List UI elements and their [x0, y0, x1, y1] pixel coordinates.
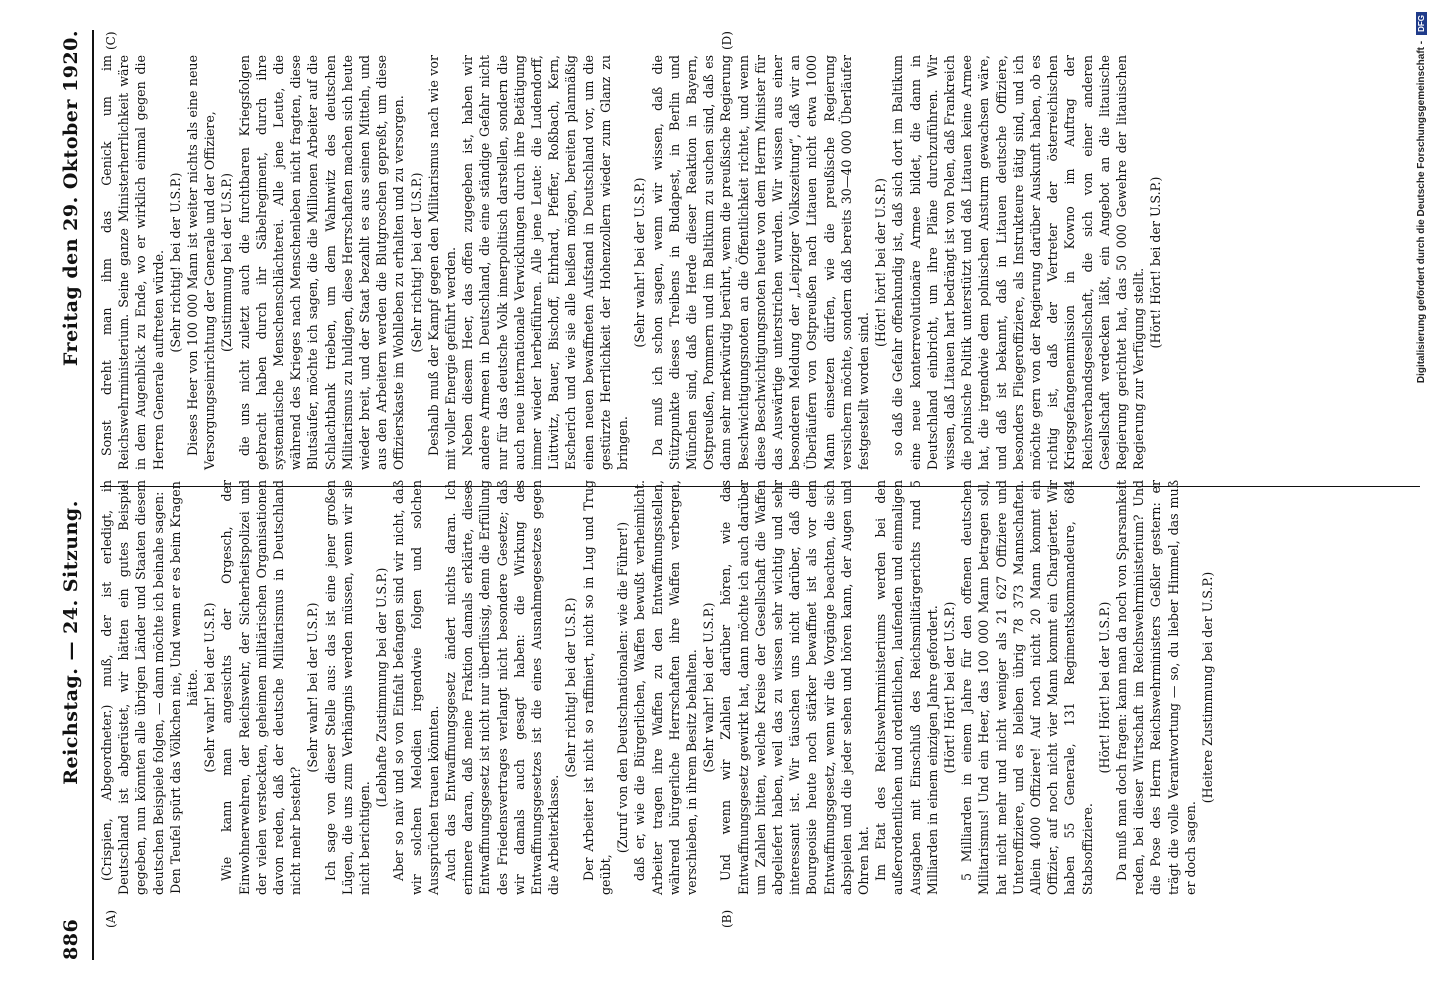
- paragraph: Sonst dreht man ihm das Genick um im Reichswehrministerium. Seine ganze Ministerherrlichkeit wäre in dem Augenblick zu Ende, wo er wirklich einmal gegen die Herren Generale auftreten würde.: [99, 55, 166, 470]
- paragraph: Und wenn wir Zahlen darüber hören, wie das Entwaffnungsgesetz gewirkt hat, dann möchte ich auch darüber um Zahlen bitten, welche Kreise der Gesellschaft die Waffen abgeliefert haben, weil das zu wissen sehr wichtig und sehr interessant ist. Wir täuschen uns nicht darüber, daß die Bourgeoisie heute noch stärker bewaffnet ist als vor dem Entwaffnungsgesetz, wenn wir die Vorgänge beachten, die sich abspielen und die jeder sehen und hören kann, der Augen und Ohren hat.: [718, 480, 871, 895]
- paragraph: Der Arbeiter ist nicht so raffiniert, nicht so in Lug und Trug geübt,: [580, 480, 613, 895]
- left-column: [98, 480, 1216, 895]
- header-rule: [92, 30, 94, 960]
- paragraph: Aber so naiv und so von Einfalt befangen sind wir nicht, daß wir solchen Melodien irgendwie folgen und solchen Aussprüchen trauen könnten.: [391, 480, 441, 895]
- paragraph: (Sehr richtig! bei der U.S.P.): [167, 172, 183, 353]
- page-number: 886: [60, 918, 82, 960]
- margin-mark-b: (B): [720, 909, 734, 928]
- margin-mark-a: (A): [104, 909, 118, 928]
- column-rule: [100, 486, 1420, 487]
- paragraph: Deshalb muß der Kampf gegen den Militarismus nach wie vor mit voller Energie geführt werden.: [425, 55, 459, 470]
- paragraph: (Hört! Hört! bei der U.S.P.): [941, 601, 957, 774]
- paragraph: (Sehr wahr! bei der U.S.P.): [632, 177, 648, 348]
- margin-mark-c: (C): [104, 31, 118, 50]
- paragraph: (Sehr richtig! bei der U.S.P.): [408, 172, 424, 353]
- paragraph: (Hört! hört! bei der U.S.P.): [873, 177, 889, 348]
- paragraph: (Hört! Hört! bei der U.S.P.): [1148, 176, 1164, 349]
- page-header: [60, 30, 90, 960]
- paragraph: (Sehr wahr! bei der U.S.P.): [701, 602, 717, 773]
- paragraph: Neben diesem Heer, das offen zugegeben ist, haben wir andere Armeen in Deutschland, die eine ständige Gefahr nicht nur für das deutsche Volk innerpolitisch darstellen, sondern die auch neue internationale Verwicklungen durch ihre Betätigung immer wieder herbeiführen. Alle jene Leute: die Ludendorff, Lüttwitz, Bauer, Bischoff, Ehrhard, Pfeffer, Roßbach, Kern, Escherich und wie sie alle heißen mögen, bereiten planmäßig einen neuen bewaffneten Aufstand in Deutschland vor, um die gestürzte Herrlichkeit der Hohenzollern wieder zum Glanz zu bringen.: [460, 55, 631, 470]
- paragraph: (Zuruf von den Deutschnationalen: wie die Führer!): [615, 521, 631, 854]
- paragraph: 5 Milliarden in einem Jahre für den offenen deutschen Militarismus! Und ein Heer, das 100 000 Mann betragen soll, hat nicht mehr und nicht weniger als 21 627 Offiziere und Unteroffiziere, und es bleiben übrig 78 373 Mannschaften. Allein 4000 Offiziere! Auf noch nicht 20 Mann kommt ein Offizier, auf noch nicht vier Mann kommt ein Chargierter. Wir haben 55 Generale, 131 Regimentskommandeure, 684 Stabsoffiziere.: [959, 480, 1095, 895]
- paragraph: (Crispien, Abgeordneter.) muß, der ist erledigt, in Deutschland ist abgerüstet, wir hätten ein gutes Beispiel gegeben, nun könnten alle übrigen Länder und Staaten diesem deutschen Beispiele folgen, — dann möchte ich beinahe sagen:: [99, 480, 166, 895]
- paragraph: Ich sage von dieser Stelle aus: das ist eine jener großen Lügen, die uns zum Verhängnis werden müssen, wenn wir sie nicht berichtigen.: [322, 480, 373, 895]
- paragraph: (Zustimmung bei der U.S.P.): [219, 172, 235, 353]
- right-column: [98, 55, 1165, 470]
- paragraph: Den Teufel spürt das Völkchen nie, Und wenn er es beim Kragen hätte.: [167, 481, 201, 894]
- paragraph: Da muß man doch fragen: kann man da noch von Sparsamkeit reden, bei dieser Wirtschaft im Reichswehrministerium? Und die Pose des Herrn Reichswehrministers Geßler gestern: er trägt die volle Verantwortung — so, du lieber Himmel, das muß er doch sagen.: [1113, 480, 1198, 895]
- session-title: Reichstag. — 24. Sitzung.: [60, 500, 82, 785]
- paragraph: Wie kann man angesichts der Orgesch, der Einwohnerwehren, der Reichswehr, der Sicherheitspolizei und der vielen versteckten, geheimen militärischen Organisationen davon reden, daß der deutsche Militarismus in Deutschland nicht mehr besteht?: [219, 480, 304, 895]
- paragraph: (Sehr richtig! bei der U.S.P.): [563, 597, 579, 778]
- paragraph: die uns nicht zuletzt auch die furchtbaren Kriegsfolgen gebracht haben durch ihr Säbelregiment, durch ihre systematische Menschenschlächterei. Alle jene Leute, die während des Krieges nach Menschenleben nicht fragten, diese Blutsäufer, möchte ich sagen, die die Millionen Arbeiter auf die Schlachtbank trieben, um dem Wahnwitz des deutschen Militarismus zu huldigen, diese Herrschaften machen sich heute wieder breit, und der Staat bezahlt es aus seinen Mitteln, und aus den Arbeitern werden die Blutgroschen gepreßt, um diese Offizierskaste im Wohlleben zu erhalten und zu versorgen.: [236, 55, 407, 470]
- paragraph: Da muß ich schon sagen, wenn wir wissen, daß die Stützpunkte dieses Treibens in Budapest, in Berlin und München sind, daß die Herde dieser Reaktion in Bayern, Ostpreußen, Pommern und im Baltikum zu suchen sind, daß es dann sehr merkwürdig berührt, wenn die preußische Regierung Beschwichtigungsnoten an die Öffentlichkeit richtet, und wenn diese Beschwichtigungsnoten heute von dem Herrn Minister für das Auswärtige unterstrichen wurden. Wir wissen aus einer besonderen Meldung der „Leipziger Volkszeitung“, daß wir an Überläufern von Ostpreußen nach Litauen nicht etwa 1000 Mann einsetzen dürfen, wie die preußische Regierung versichern möchte, sondern daß bereits 30—40 000 Überläufer festgestellt worden sind.: [649, 55, 871, 470]
- paragraph: (Sehr wahr! bei der U.S.P.): [305, 602, 321, 773]
- paragraph: (Lebhafte Zustimmung bei der U.S.P.): [374, 567, 390, 808]
- paragraph: (Hört! Hört! bei der U.S.P.): [1096, 601, 1112, 774]
- dfg-logo: DFG: [1416, 12, 1427, 35]
- session-date: Freitag den 29. Oktober 1920.: [60, 30, 82, 367]
- paragraph: Auch das Entwaffnungsgesetz ändert nichts daran. Ich erinnere daran, daß meine Fraktion damals erklärte, dieses Entwaffnungsgesetz ist nicht nur überflüssig, denn die Erfüllung des Friedensvertrages verlangt nicht besondere Gesetze; daß wir damals auch gesagt haben: die Wirkung des Entwaffnungsgesetzes ist die eines Ausnahmegesetzes gegen die Arbeiterklasse.: [443, 480, 562, 895]
- paragraph: (Sehr wahr! bei der U.S.P.): [202, 602, 218, 773]
- margin-mark-d: (D): [720, 31, 734, 50]
- paragraph: so daß die Gefahr offenkundig ist, daß sich dort im Baltikum eine neue konterrevolutionäre Armee bildet, die dann in Deutschland einbricht, um ihre Pläne durchzuführen. Wir wissen, daß Litauen hart bedrängt ist von Polen, daß Frankreich die polnische Politik unterstützt und daß Litauen keine Armee hat, die irgendwie dem polnischen Ansturm gewachsen wäre, und daß ist bekannt, daß in Litauen deutsche Offiziere, besonders Fliegeroffiziere, als Instrukteure tätig sind, und ich möchte gern von der Regierung darüber Auskunft haben, ob es richtig ist, daß der Vertreter der österreichischen Kriegsgefangenenmission in Kowno im Auftrag der Reichsverbandsgesellschaft, die sich von einer anderen Gesellschaft verdecken läßt, ein Angebot an die litauische Regierung gerichtet hat, das 50 000 Gewehre der litauischen Regierung zur Verfügung stellt.: [890, 55, 1147, 470]
- paragraph: Im Etat des Reichswehrministeriums werden bei den außerordentlichen und ordentlichen, laufenden und einmaligen Ausgaben mit Einschluß des Reichsmilitärgerichts rund 5 Milliarden in einem einzigen Jahre gefordert.: [873, 480, 940, 895]
- footer-strip: [1408, 0, 1434, 1000]
- digitization-note: Digitalisierung gefördert durch die Deutsche Forschungsgemeinschaft -: [1415, 40, 1427, 384]
- footer: [1408, 0, 1434, 1000]
- paragraph: (Heitere Zustimmung bei der U.S.P.): [1200, 571, 1215, 804]
- paragraph: Dieses Heer von 100 000 Mann ist weiter nichts als eine neue Versorgungseinrichtung der Generale und der Offiziere,: [185, 55, 218, 470]
- paragraph: daß er, wie die Bürgerlichen, Waffen bewußt verheimlicht. Arbeiter tragen ihre Waffen zu den Entwaffnungsstellen, während bürgerliche Herrschaften ihre Waffen verbergen, verschieben, in ihrem Besitz behalten.: [632, 480, 699, 895]
